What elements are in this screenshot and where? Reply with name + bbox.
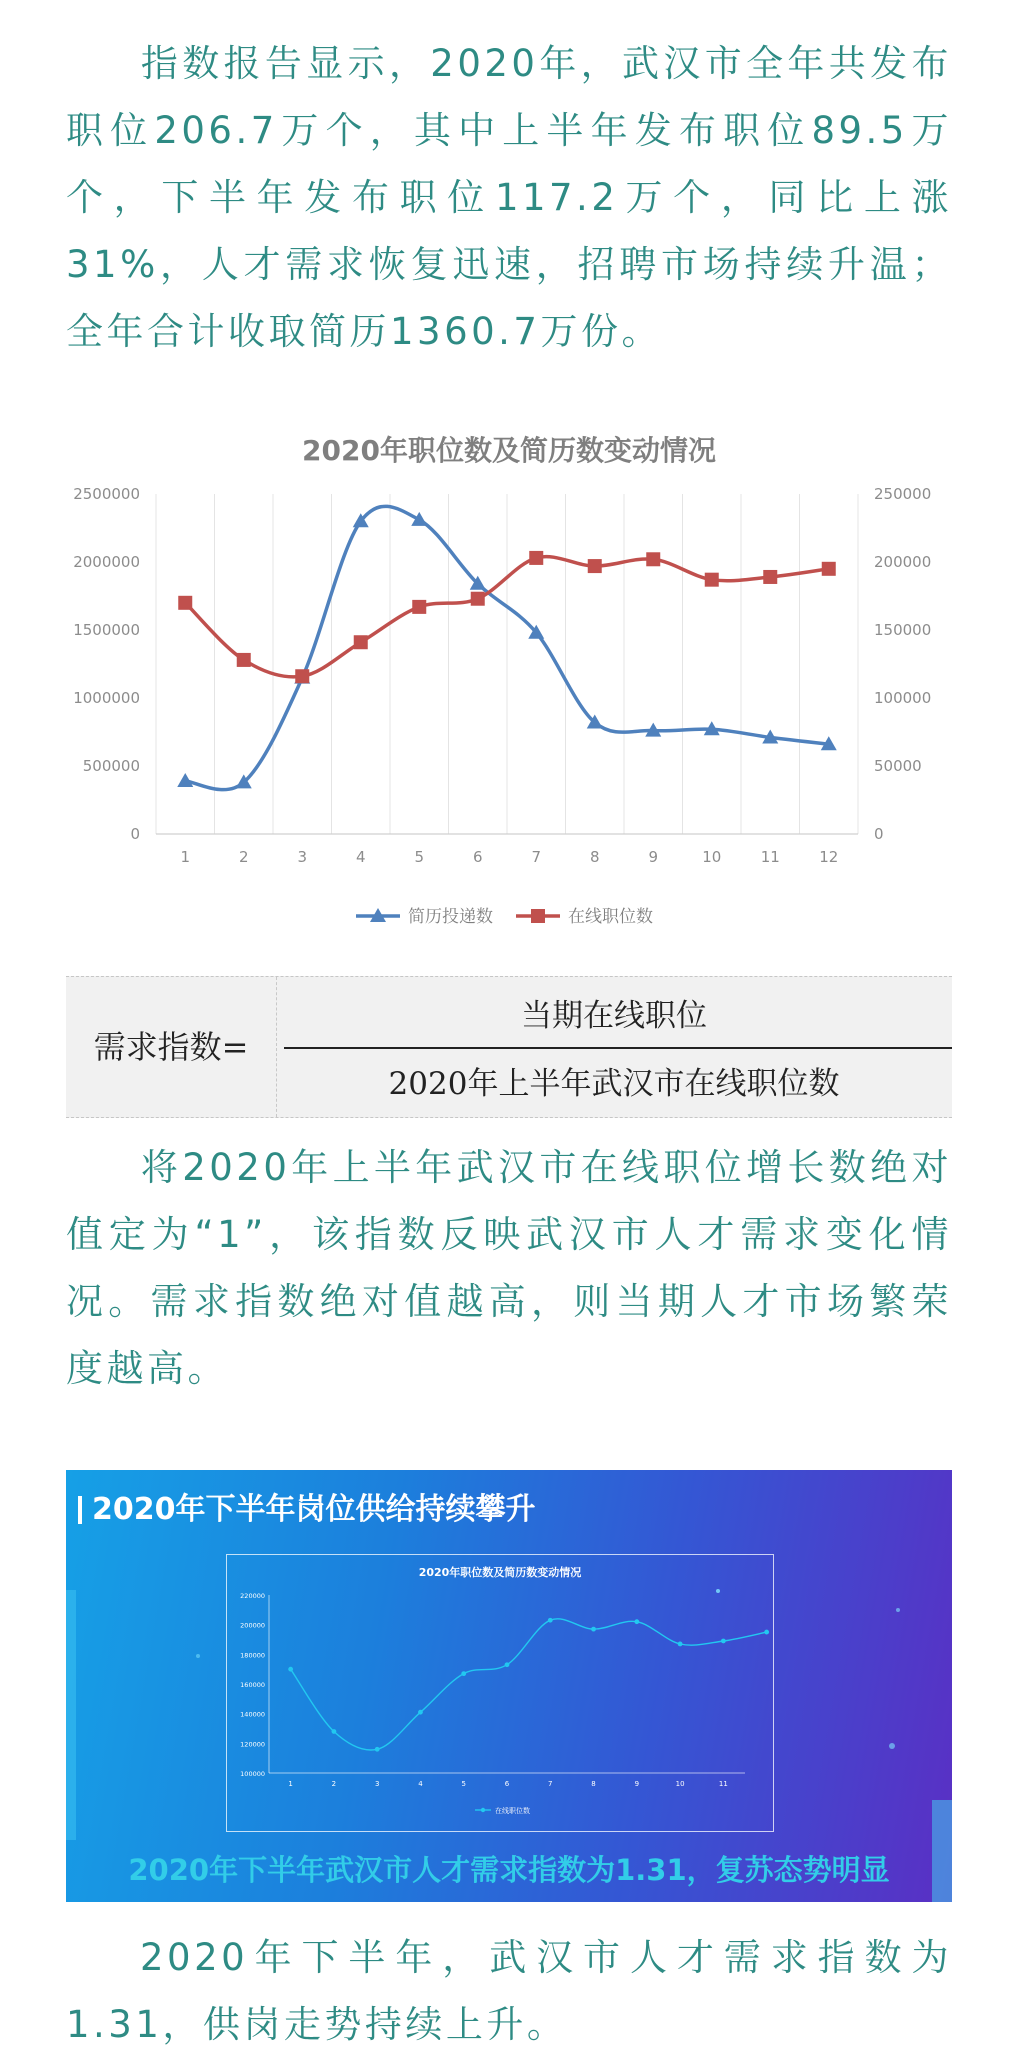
y-right-tick-label: 0: [874, 825, 884, 843]
y-left-tick-label: 500000: [82, 757, 140, 775]
banner-x-tick-label: 2: [331, 1780, 337, 1788]
banner-data-point: [548, 1618, 553, 1623]
legend-marker-square: [531, 909, 545, 923]
banner-data-point: [764, 1630, 769, 1635]
banner-x-tick-label: 7: [548, 1780, 553, 1788]
y-left-tick-label: 0: [130, 825, 140, 843]
banner-series-line: [291, 1619, 767, 1750]
banner-data-point: [591, 1627, 596, 1632]
y-left-tick-label: 1000000: [73, 689, 140, 707]
data-point-square: [588, 559, 602, 573]
legend-label-2: 在线职位数: [568, 907, 653, 927]
banner-x-tick-label: 6: [504, 1780, 510, 1788]
banner-line-chart: [227, 1555, 773, 1831]
data-point-square: [822, 562, 836, 576]
y-right-tick-label: 200000: [874, 553, 932, 571]
x-tick-label: 3: [297, 848, 308, 866]
x-tick-label: 8: [589, 848, 600, 866]
banner-y-tick-label: 220000: [240, 1592, 265, 1600]
formula-lhs: 需求指数=: [66, 977, 277, 1117]
x-tick-label: 7: [531, 848, 542, 866]
banner-x-tick-label: 10: [675, 1780, 685, 1788]
y-right-tick-label: 150000: [874, 621, 932, 639]
banner-x-tick-label: 4: [418, 1780, 423, 1788]
chart-title: 2020年职位数及简历数变动情况: [302, 434, 716, 467]
x-tick-label: 2: [238, 848, 249, 866]
banner-chart-frame: [226, 1554, 774, 1832]
data-point-square: [763, 570, 777, 584]
promo-banner: [66, 1470, 952, 1902]
line-chart-positions-resumes: [66, 420, 952, 958]
banner-data-point: [461, 1671, 466, 1676]
x-tick-label: 5: [414, 848, 425, 866]
banner-y-tick-label: 160000: [240, 1681, 265, 1689]
x-tick-label: 12: [819, 848, 839, 866]
banner-footer: 2020年下半年武汉市人才需求指数为1.31，复苏态势明显: [128, 1853, 890, 1887]
banner-x-tick-label: 9: [634, 1780, 640, 1788]
y-right-tick-label: 250000: [874, 485, 932, 503]
banner-x-tick-label: 11: [718, 1780, 728, 1788]
banner-legend-marker: [481, 1808, 485, 1812]
banner-data-point: [375, 1747, 380, 1752]
data-point-square: [295, 669, 309, 683]
data-point-square: [646, 552, 660, 566]
conclusion-paragraph: [66, 1924, 952, 2058]
banner-header: 2020年下半年岗位供给持续攀升: [92, 1492, 536, 1527]
data-point-square: [178, 596, 192, 610]
x-tick-label: 1: [180, 848, 191, 866]
formula-fraction-bar: [284, 1047, 952, 1049]
definition-paragraph-text: 将2020年上半年武汉市在线职位增长数绝对值定为“1”，该指数反映武汉市人才需求变化情况。需求指数绝对值越高，则当期人才市场繁荣度越高。: [66, 1146, 952, 1390]
data-point-square: [529, 551, 543, 565]
conclusion-paragraph-text: 2020年下半年，武汉市人才需求指数为1.31，供岗走势持续上升。: [66, 1936, 952, 2046]
banner-legend-label: 在线职位数: [495, 1807, 530, 1815]
banner-data-point: [505, 1662, 510, 1667]
y-right-tick-label: 50000: [874, 757, 922, 775]
intro-paragraph: [66, 30, 952, 365]
banner-chart-title: 2020年职位数及简历数变动情况: [418, 1566, 582, 1579]
banner-x-tick-label: 8: [591, 1780, 596, 1788]
intro-paragraph-text: 指数报告显示，2020年，武汉市全年共发布职位206.7万个，其中上半年发布职位89.5万个，下半年发布职位117.2万个，同比上涨31%，人才需求恢复迅速，招聘市场持续升温；全年合计收取简历1360.7万份。: [66, 42, 952, 353]
y-right-tick-label: 100000: [874, 689, 932, 707]
banner-x-tick-label: 1: [288, 1780, 293, 1788]
banner-y-tick-label: 180000: [240, 1651, 265, 1660]
x-tick-label: 9: [648, 848, 659, 866]
data-point-square: [412, 600, 426, 614]
banner-y-tick-label: 200000: [240, 1621, 265, 1630]
x-tick-label: 4: [355, 848, 366, 866]
legend-label-1: 简历投递数: [408, 907, 493, 927]
formula-denominator: 2020年上半年武汉市在线职位数: [388, 1066, 840, 1102]
chart-background: [66, 420, 952, 958]
banner-data-point: [678, 1642, 683, 1647]
x-tick-label: 6: [472, 848, 483, 866]
data-point-square: [354, 635, 368, 649]
definition-paragraph: [66, 1134, 952, 1402]
y-left-tick-label: 2500000: [73, 485, 140, 503]
banner-y-tick-label: 140000: [240, 1710, 265, 1719]
data-point-square: [471, 592, 485, 606]
y-left-tick-label: 1500000: [73, 621, 140, 639]
data-point-square: [705, 573, 719, 587]
data-point-square: [237, 653, 251, 667]
x-tick-label: 11: [760, 848, 780, 866]
banner-data-point: [418, 1710, 423, 1715]
banner-x-tick-label: 3: [374, 1780, 380, 1788]
banner-data-point: [634, 1619, 639, 1624]
banner-data-point: [288, 1667, 293, 1672]
banner-y-tick-label: 100000: [240, 1770, 265, 1778]
demand-index-formula: [66, 976, 952, 1118]
banner-header-accent: [78, 1496, 82, 1524]
formula-numerator: 当期在线职位: [521, 998, 707, 1034]
y-left-tick-label: 2000000: [73, 553, 140, 571]
banner-data-point: [721, 1639, 726, 1644]
banner-y-tick-label: 120000: [240, 1740, 265, 1749]
banner-data-point: [332, 1729, 337, 1734]
banner-x-tick-label: 5: [461, 1780, 466, 1788]
x-tick-label: 10: [702, 848, 722, 866]
